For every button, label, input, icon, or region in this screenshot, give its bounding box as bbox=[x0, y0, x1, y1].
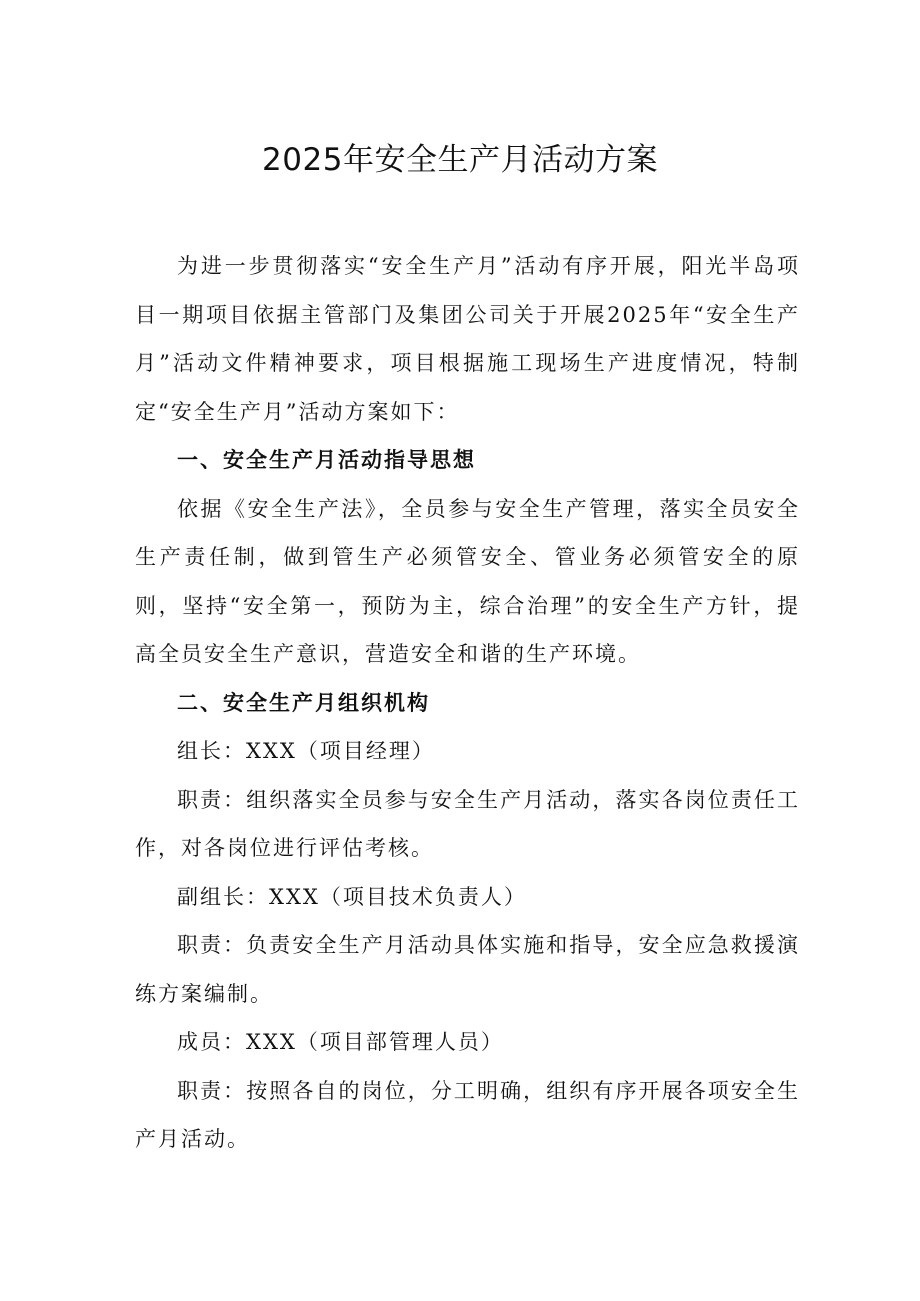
members-duty-paragraph: 职责：按照各自的岗位，分工明确，组织有序开展各项安全生产月活动。 bbox=[135, 1078, 800, 1151]
leader-line: 组长：XXX（项目经理） bbox=[177, 739, 435, 763]
section-1-heading: 一、安全生产月活动指导思想 bbox=[177, 448, 476, 472]
deputy-duty-paragraph: 职责：负责安全生产月活动具体实施和指导，安全应急救援演练方案编制。 bbox=[135, 933, 800, 1006]
section-1-paragraph: 依据《安全生产法》，全员参与安全生产管理，落实全员安全生产责任制，做到管生产必须管安全、管业务必须管安全的原则，坚持“安全第一，预防为主，综合治理”的安全生产方针，提高全员安全生产意识，营造安全和谐的生产环境。 bbox=[135, 496, 800, 666]
intro-paragraph: 为进一步贯彻落实“安全生产月”活动有序开展，阳光半岛项目一期项目依据主管部门及集团公司关于开展2025年“安全生产月”活动文件精神要求，项目根据施工现场生产进度情况，特制定“安全生产月”活动方案如下： bbox=[135, 254, 800, 424]
document-title: 2025年安全生产月活动方案 bbox=[262, 142, 658, 178]
deputy-leader-line: 副组长：XXX（项目技术负责人） bbox=[177, 884, 527, 909]
document-body bbox=[135, 242, 800, 1164]
section-2-heading: 二、安全生产月组织机构 bbox=[177, 690, 430, 715]
leader-duty-paragraph: 职责：组织落实全员参与安全生产月活动，落实各岗位责任工作，对各岗位进行评估考核。 bbox=[135, 787, 800, 860]
members-line: 成员：XXX（项目部管理人员） bbox=[177, 1030, 504, 1054]
